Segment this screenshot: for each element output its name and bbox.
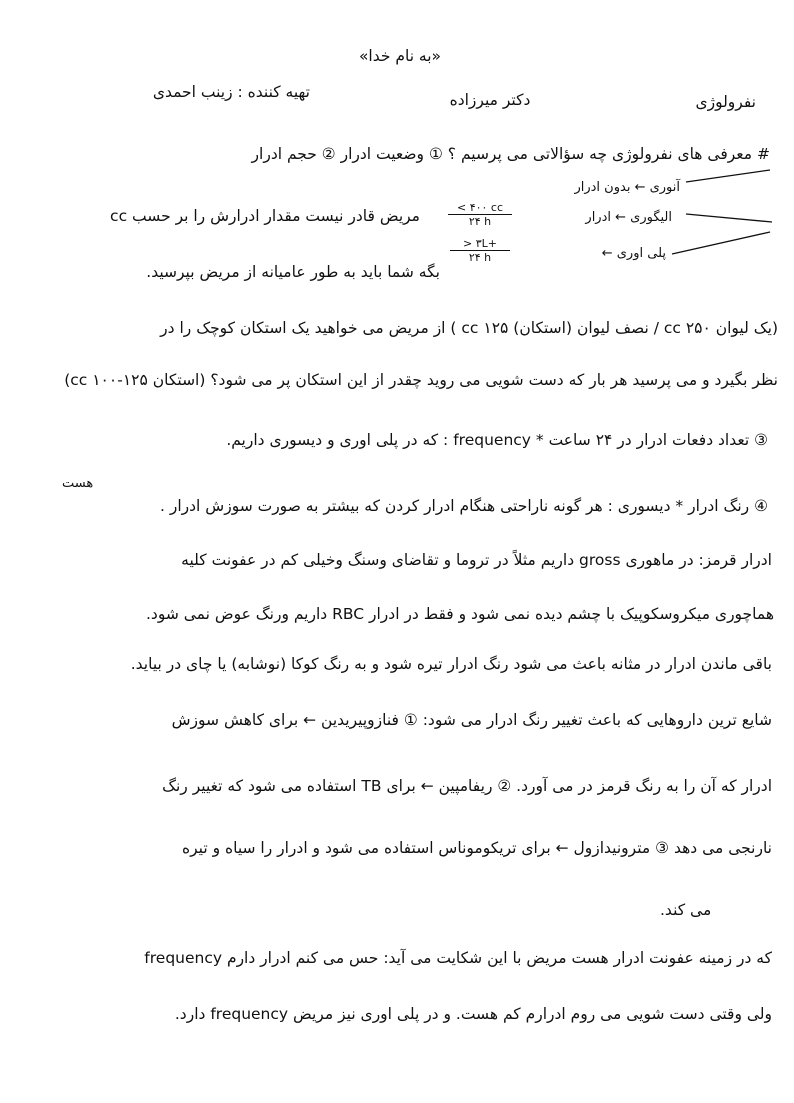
polyuria-fraction-denominator: ۲۴ h <box>468 251 492 264</box>
red-urine-line1: ادرار قرمز: در ماهوری gross داریم مثلاً در تروما و تقاضای وسنگ وخیلی کم در عفونت کلیه <box>181 551 772 569</box>
oliguria-fraction-numerator: < ۴۰۰ cc <box>448 201 512 215</box>
oliguria-fraction <box>448 201 512 228</box>
red-urine-line2: هماچوری میکروسکوپیک با چشم دیده نمی شود و فقط در ادرار RBC داریم ورنگ عوض نمی شود. <box>145 605 774 623</box>
hast-note: هست <box>62 476 94 491</box>
infection-line2: ولی وقتی دست شویی می روم ادرارم کم هست. و در پلی اوری نیز مریض frequency دارد. <box>174 1005 772 1023</box>
oliguria-fraction-denominator: ۲۴ h <box>468 215 492 228</box>
patient-volume-note-line1: مریض قادر نیست مقدار ادرارش را بر حسب cc <box>110 207 420 225</box>
polyuria-fraction-numerator: > ۳L+ <box>450 237 510 251</box>
infection-line1: frequency که در زمینه عفونت ادرار هست مریض با این شکایت می آید: حس می کنم ادرار دارم <box>144 949 772 967</box>
color-drugs-line3: نارنجی می دهد ③ مترونیدازول ← برای تریکوموناس استفاده می شود و ادرار را سیاه و تیره <box>181 839 772 857</box>
color-drugs-line2: ادرار که آن را به رنگ قرمز در می آورد. ② ریفامپین ← برای TB استفاده می شود که تغییر رنگ <box>162 777 772 795</box>
oliguria-definition: الیگوری ← ادرار <box>585 210 672 225</box>
polyuria-fraction <box>450 237 510 264</box>
prepared-by: تهیه کننده : زینب احمدی <box>152 83 310 101</box>
color-drugs-line1: شایع ترین داروهایی که باعث تغییر رنگ ادرار می شود: ① فنازوپیریدین ← برای کاهش سوزش <box>171 711 772 729</box>
patient-volume-note-line2: بگه شما باید به طور عامیانه از مریض بپرسید. <box>146 263 440 281</box>
urine-stasis-line: باقی ماندن ادرار در مثانه باعث می شود رنگ ادرار تیره شود و به رنگ کوکا (نوشابه) یا چای در بیاید. <box>130 655 772 673</box>
teacher-name: دکتر میرزاده <box>449 91 531 109</box>
urine-color-line: ④ رنگ ادرار * دیسوری : هر گونه ناراحتی هنگام ادرار کردن که بیشتر به صورت سوزش ادرار . <box>160 497 768 515</box>
anuria-definition: آنوری ← بدون ادرار <box>574 180 680 195</box>
polyuria-definition: پلی اوری ← <box>601 246 666 261</box>
bismillah-heading: «به نام خدا» <box>358 47 442 65</box>
subject-title: نفرولوژی <box>695 93 756 111</box>
questions-intro: # معرفی های نفرولوژی چه سؤالاتی می پرسیم ؟ ① وضعیت ادرار ② حجم ادرار <box>251 145 770 163</box>
frequency-line: ③ تعداد دفعات ادرار در ۲۴ ساعت * frequency : که در پلی اوری و دیسوری داریم. <box>226 431 768 449</box>
color-drugs-line4: می کند. <box>660 901 712 919</box>
glass-measure-line1: (یک لیوان ۲۵۰ cc / نصف لیوان (استکان) ۱۲۵ cc ) از مریض می خواهید یک استکان کوچک را در <box>160 319 778 337</box>
glass-measure-line2: نظر بگیرد و می پرسید هر بار که دست شویی می روید چقدر از این استکان پر می شود؟ (استکان ۱۲۵-۱۰۰ cc) <box>64 371 778 389</box>
